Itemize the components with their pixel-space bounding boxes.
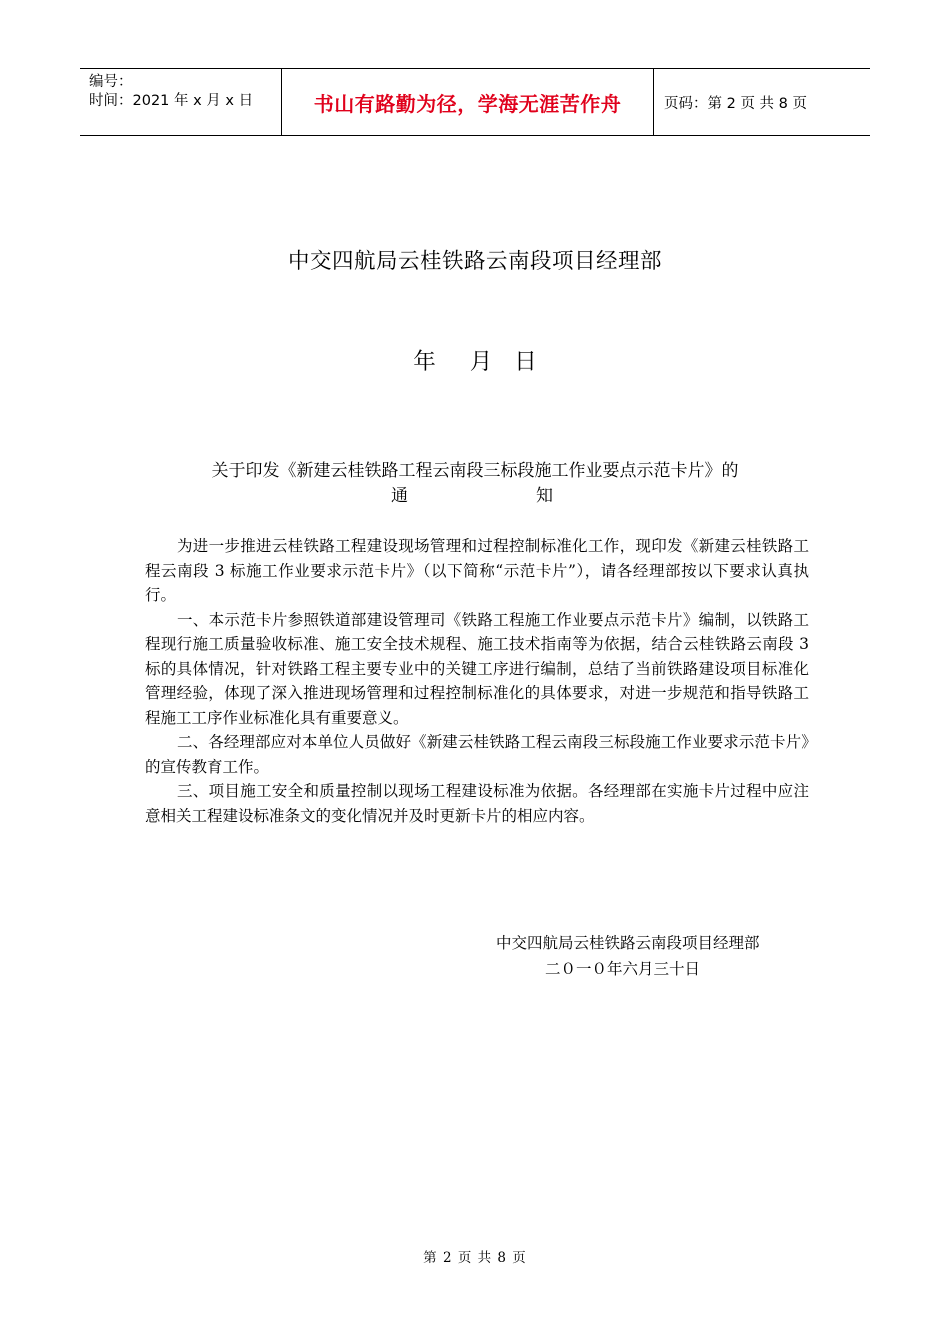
- date-day: 日: [514, 349, 537, 375]
- document-header: [80, 68, 870, 136]
- signature-organization: 中交四航局云桂铁路云南段项目经理部: [496, 934, 760, 952]
- notice-body: [145, 534, 809, 828]
- date-month: 月: [469, 349, 493, 375]
- signature-date: 二０一０年六月三十日: [545, 960, 701, 978]
- header-page-label: 页码：第 2 页 共 8 页: [664, 95, 807, 112]
- body-paragraph: 一、本示范卡片参照铁道部建设管理司《铁路工程施工作业要点示范卡片》编制，以铁路工程现行施工质量验收标准、施工安全技术规程、施工技术指南等为依据，结合云桂铁路云南段 3 标的具体情况，针对铁路工程主要专业中的关键工序进行编制，总结了当前铁路建设项目标准化管理经验，体现了深入推进现场管理和过程控制标准化的具体要求，对进一步规范和指导铁路工程施工工序作业标准化具有重要意义。: [145, 610, 809, 727]
- notice-title-tong: 通: [391, 486, 408, 506]
- page-footer: 第 2 页 共 8 页: [423, 1250, 527, 1266]
- body-paragraph: 三、项目施工安全和质量控制以现场工程建设标准为依据。各经理部在实施卡片过程中应注意相关工程建设标准条文的变化情况并及时更新卡片的相应内容。: [145, 782, 809, 825]
- header-motto: 书山有路勤为径，学海无涯苦作舟: [282, 69, 654, 135]
- notice-title-line1: 关于印发《新建云桂铁路工程云南段三标段施工作业要点示范卡片》的: [211, 461, 739, 481]
- notice-title-zhi: 知: [536, 486, 553, 506]
- body-paragraph: 二、各经理部应对本单位人员做好《新建云桂铁路工程云南段三标段施工作业要求示范卡片》的宣传教育工作。: [145, 733, 809, 776]
- date-line: [0, 344, 950, 376]
- notice-title-line2: [0, 484, 950, 509]
- notice-title: [0, 459, 950, 509]
- document-time-label: 时间：2021 年 x 月 x 日: [89, 93, 254, 109]
- body-paragraph: 为进一步推进云桂铁路工程建设现场管理和过程控制标准化工作，现印发《新建云桂铁路工程云南段 3 标施工作业要求示范卡片》（以下简称“示范卡片”），请各经理部按以下要求认真执行。: [145, 537, 809, 604]
- date-year: 年: [413, 349, 436, 375]
- organization-title: 中交四航局云桂铁路云南段项目经理部: [287, 249, 662, 274]
- document-number-label: 编号：: [89, 74, 133, 90]
- header-meta: [80, 69, 282, 135]
